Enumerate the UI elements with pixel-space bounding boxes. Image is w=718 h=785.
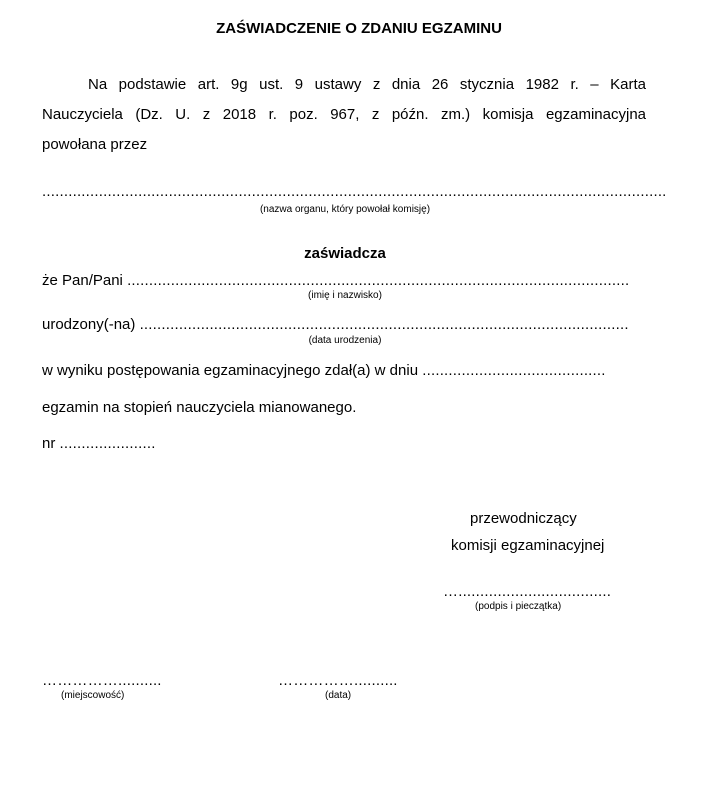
document-title: ZAŚWIADCZENIE O ZDANIU EGZAMINU [216, 20, 502, 37]
birth-row [42, 316, 629, 333]
birth-caption: (data urodzenia) [308, 335, 382, 346]
number-row [42, 435, 156, 452]
number-dots: ...................... [59, 435, 156, 452]
birth-dots: ................................................................................................................ [139, 316, 629, 333]
birth-label: urodzony(-na) [42, 316, 136, 333]
result-label: w wyniku postępowania egzaminacyjnego zdał(a) w dniu [42, 362, 419, 379]
result-row [42, 362, 606, 379]
certifies-heading: zaświadcza [304, 245, 386, 262]
chair-title-line-1: przewodniczący [470, 510, 577, 527]
intro-line-3: powołana przez [42, 136, 148, 153]
signature-caption: (podpis i pieczątka) [475, 601, 562, 612]
intro-line-1: Na podstawie art. 9g ust. 9 ustawy z dnia 26 stycznia 1982 r. – Karta [88, 76, 646, 93]
place-dots: …………….......... [42, 672, 162, 689]
person-dots: ................................................................................................................... [127, 272, 630, 289]
date-dots: …………….......... [278, 672, 398, 689]
organ-dots-line: ............................................................................................................................................... [42, 183, 667, 200]
exam-line: egzamin na stopień nauczyciela mianowanego. [42, 399, 357, 416]
person-label: że Pan/Pani [42, 272, 123, 289]
intro-paragraph [42, 70, 646, 160]
date-caption: (data) [325, 690, 352, 701]
place-caption: (miejscowość) [61, 690, 125, 701]
chair-title-line-2: komisji egzaminacyjnej [451, 537, 605, 554]
intro-line-2: Nauczyciela (Dz. U. z 2018 r. poz. 967, z późn. zm.) komisja egzaminacyjna [42, 106, 646, 123]
person-row [42, 272, 629, 289]
person-caption: (imię i nazwisko) [308, 290, 382, 301]
signature-dots: …................................... [443, 583, 612, 600]
organ-caption: (nazwa organu, który powołał komisję) [259, 204, 431, 215]
result-dots: .......................................... [422, 362, 606, 379]
number-label: nr [42, 435, 56, 452]
